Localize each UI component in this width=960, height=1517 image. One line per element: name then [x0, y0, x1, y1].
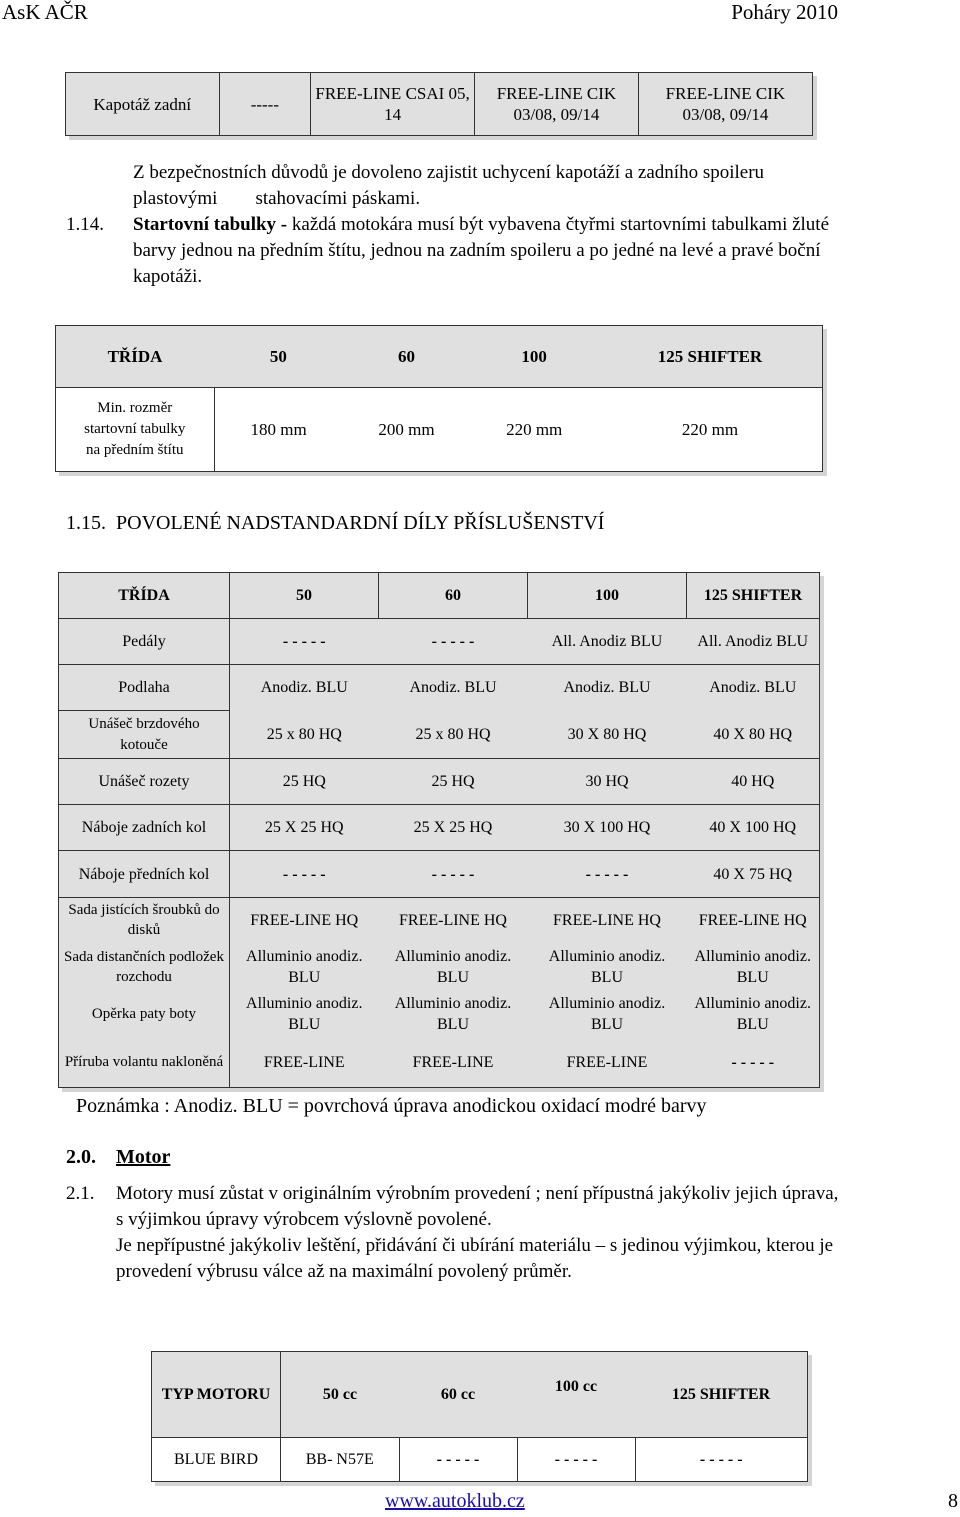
parts-cell: 30 X 100 HQ: [528, 805, 687, 851]
parts-cell: Alluminio anodiz. BLU: [379, 943, 528, 990]
parts-cell: Alluminio anodiz. BLU: [687, 990, 820, 1037]
engines-header-cell: TYP MOTORU: [152, 1352, 281, 1438]
parts-cell: Alluminio anodiz. BLU: [687, 943, 820, 990]
parts-cell: 25 x 80 HQ: [379, 711, 528, 759]
parts-table: [58, 572, 820, 1088]
parts-cell: - - - - -: [687, 1037, 820, 1087]
note: Poznámka : Anodiz. BLU = povrchová úprava anodickou oxidací modré barvy: [76, 1095, 707, 1117]
parts-cell: FREE-LINE HQ: [528, 897, 687, 943]
plates-header-cell: TŘÍDA: [56, 326, 215, 388]
engines-cell: BLUE BIRD: [152, 1438, 281, 1482]
plates-value: 200 mm: [343, 388, 471, 472]
kapotaz-cell: -----: [219, 73, 311, 136]
section-1-14-rest: každá motokára musí být vybavena čtyřmi startovními tabulkami žluté: [291, 214, 830, 235]
plates-header-cell: 50: [214, 326, 343, 388]
parts-cell: FREE-LINE: [230, 1037, 379, 1087]
parts-cell: 30 HQ: [528, 759, 687, 805]
engines-cell: - - - - -: [635, 1438, 808, 1482]
section-2-0-number: 2.0.: [66, 1146, 96, 1168]
section-1-14-line3: kapotáži.: [133, 266, 203, 287]
plates-table: [55, 325, 823, 472]
parts-cell: - - - - -: [379, 851, 528, 897]
parts-cell: Alluminio anodiz. BLU: [230, 990, 379, 1037]
header-right: Poháry 2010: [731, 0, 838, 24]
parts-cell: All. Anodiz BLU: [687, 619, 820, 665]
engines-cell: BB- N57E: [281, 1438, 400, 1482]
kapotaz-cell: Kapotáž zadní: [66, 73, 220, 136]
parts-cell: Alluminio anodiz. BLU: [528, 943, 687, 990]
parts-header-cell: 60: [379, 573, 528, 619]
parts-cell: Anodiz. BLU: [528, 665, 687, 711]
plates-row-label-line: na předním štítu: [86, 442, 184, 458]
kapotaz-cell: FREE-LINE CIK 03/08, 09/14: [475, 73, 639, 136]
parts-row-label: Opěrka paty boty: [59, 990, 230, 1037]
section-2-1-line3: Je nepřípustné jakýkoliv leštění, přidávání či ubírání materiálu – s jedinou výjimkou, kterou je: [116, 1235, 834, 1256]
plates-value: 220 mm: [470, 388, 598, 472]
parts-cell: Anodiz. BLU: [230, 665, 379, 711]
kapotaz-table: [65, 72, 813, 136]
parts-header-cell: 50: [230, 573, 379, 619]
plates-row-label: [56, 388, 215, 472]
parts-cell: 40 X 80 HQ: [687, 711, 820, 759]
parts-row-label: Sada distančních podložek rozchodu: [59, 943, 230, 990]
parts-row-label: Pedály: [59, 619, 230, 665]
kapotaz-cell: FREE-LINE CIK 03/08, 09/14: [638, 73, 812, 136]
plates-row-label-line: startovní tabulky: [84, 421, 186, 437]
plates-value: 180 mm: [214, 388, 343, 472]
parts-cell: 40 HQ: [687, 759, 820, 805]
parts-cell: - - - - -: [230, 619, 379, 665]
parts-cell: 40 X 75 HQ: [687, 851, 820, 897]
engines-cell: - - - - -: [517, 1438, 635, 1482]
plates-value: 220 mm: [598, 388, 823, 472]
parts-cell: Alluminio anodiz. BLU: [230, 943, 379, 990]
kapotaz-cell: FREE-LINE CSAI 05, 14: [311, 73, 475, 136]
plates-header-cell: 125 SHIFTER: [598, 326, 823, 388]
parts-cell: - - - - -: [528, 851, 687, 897]
parts-cell: All. Anodiz BLU: [528, 619, 687, 665]
parts-row-label: Unášeč rozety: [59, 759, 230, 805]
engines-header-cell: 60 cc: [399, 1352, 517, 1438]
section-2-1-line1: Motory musí zůstat v originálním výrobním provedení ; není přípustná jakýkoliv jejich úprava,: [116, 1183, 839, 1204]
parts-cell: 25 X 25 HQ: [379, 805, 528, 851]
section-1-14-line1: [133, 212, 829, 238]
section-2-1-line4: provedení výbrusu válce až na maximální povolený průměr.: [116, 1261, 572, 1282]
parts-cell: Alluminio anodiz. BLU: [528, 990, 687, 1037]
engines-header-cell: 125 SHIFTER: [635, 1352, 808, 1438]
parts-row-label: Podlaha: [59, 665, 230, 711]
parts-row-label: Příruba volantu nakloněná: [59, 1037, 230, 1087]
parts-cell: 30 X 80 HQ: [528, 711, 687, 759]
parts-cell: Anodiz. BLU: [379, 665, 528, 711]
section-1-14-bold: Startovní tabulky -: [133, 214, 292, 235]
plates-header-cell: 60: [343, 326, 471, 388]
parts-cell: - - - - -: [379, 619, 528, 665]
parts-cell: FREE-LINE HQ: [230, 897, 379, 943]
engines-header-cell: 50 cc: [281, 1352, 400, 1438]
para1-line1: Z bezpečnostních důvodů je dovoleno zajistit uchycení kapotáží a zadního spoileru: [133, 162, 765, 183]
parts-cell: FREE-LINE HQ: [687, 897, 820, 943]
header-left: AsK AČR: [2, 0, 88, 24]
parts-cell: Anodiz. BLU: [687, 665, 820, 711]
section-2-0-title: Motor: [116, 1146, 171, 1168]
parts-cell: 25 X 25 HQ: [230, 805, 379, 851]
engines-cell: - - - - -: [399, 1438, 517, 1482]
plates-row-label-line: Min. rozměr: [97, 400, 173, 416]
section-1-14-line2: barvy jednou na předním štítu, jednou na zadním spoileru a po jedné na levé a pravé boční: [133, 240, 821, 261]
section-2-1-number: 2.1.: [66, 1183, 95, 1204]
page-number: 8: [948, 1490, 958, 1512]
parts-cell: 25 x 80 HQ: [230, 711, 379, 759]
parts-cell: 40 X 100 HQ: [687, 805, 820, 851]
engines-table: [151, 1351, 808, 1482]
section-2-1-line2: s výjimkou úpravy výrobcem výslovně povolené.: [116, 1209, 492, 1230]
parts-cell: 25 HQ: [230, 759, 379, 805]
parts-row-label: Náboje předních kol: [59, 851, 230, 897]
footer-link[interactable]: www.autoklub.cz: [385, 1490, 525, 1512]
engines-header-cell: 100 cc: [517, 1352, 635, 1438]
parts-header-cell: TŘÍDA: [59, 573, 230, 619]
parts-row-label: Sada jistících šroubků do disků: [59, 897, 230, 943]
section-1-15-heading: 1.15. POVOLENÉ NADSTANDARDNÍ DÍLY PŘÍSLUŠENSTVÍ: [66, 512, 605, 534]
parts-header-cell: 100: [528, 573, 687, 619]
parts-cell: FREE-LINE: [528, 1037, 687, 1087]
plates-header-cell: 100: [470, 326, 598, 388]
parts-cell: - - - - -: [230, 851, 379, 897]
parts-row-label: Unášeč brzdového kotouče: [59, 711, 230, 759]
parts-cell: FREE-LINE: [379, 1037, 528, 1087]
parts-cell: FREE-LINE HQ: [379, 897, 528, 943]
parts-row-label: Náboje zadních kol: [59, 805, 230, 851]
para1-line2: plastovými stahovacími páskami.: [133, 188, 421, 209]
parts-header-cell: 125 SHIFTER: [687, 573, 820, 619]
parts-cell: Alluminio anodiz. BLU: [379, 990, 528, 1037]
parts-cell: 25 HQ: [379, 759, 528, 805]
section-1-14-number: 1.14.: [66, 214, 104, 235]
